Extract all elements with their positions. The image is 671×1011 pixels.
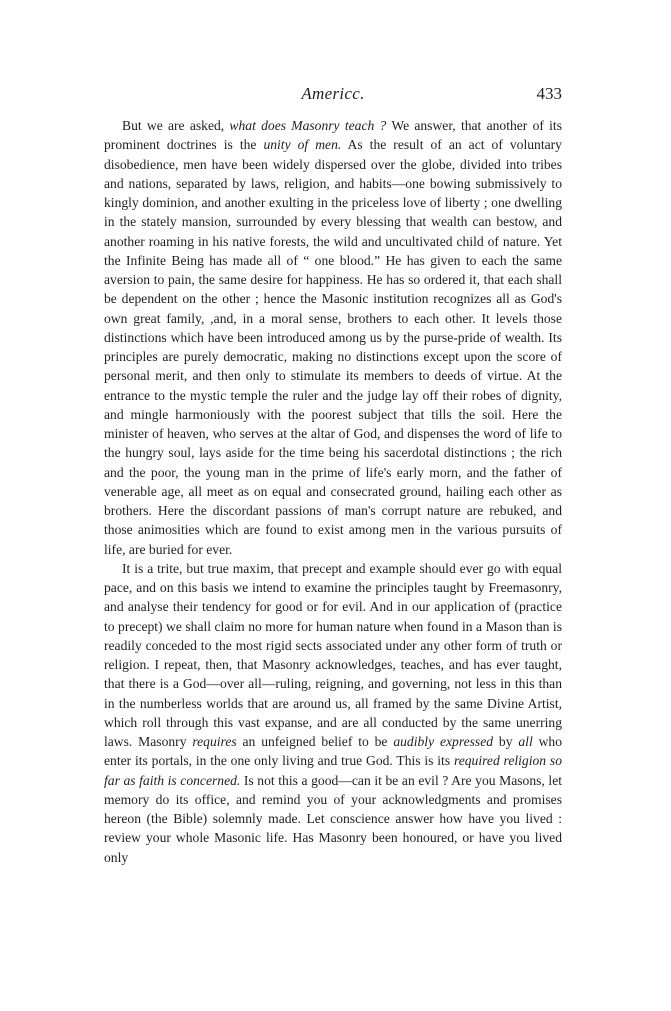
running-title: Americc. [301, 84, 365, 103]
text-run: an unfeigned belief to be [236, 734, 394, 749]
italic-run: what does Masonry teach ? [229, 118, 387, 133]
text-run: It is a trite, but true maxim, that precept and example should ever go with equal pace, and on this basis we intend to examine the principles taught by Freemasonry, and analyse their tendency for good or for evil. And in our application of (practice to precept) we shall claim no more for human nature when found in a Mason than is readily conceded to the most rigid sects associated under any other form of truth or religion. I repeat, then, that Masonry acknowledges, teaches, and has ever taught, that there is a God—over all—ruling, reigning, and governing, not less in this than in the numberless worlds that are around us, all framed by the same Divine Artist, which roll through this vast expanse, and are all conducted by the same unerring laws. Masonry [104, 560, 562, 749]
text-run: As the result of an act of voluntary disobedience, men have been widely dispersed over the globe, divided into tribes and nations, separated by laws, religion, and habits—one bowing submissively to kingly dominion, and another exulting in the priceless love of liberty ; one dwelling in the stately mansion, surrounded by every blessing that wealth can bestow, and another roaming in his native forests, the wild and uncultivated child of nature. Yet the Infinite Being has made all of “ one blood.” He has given to each the same aversion to pain, the same desire for happiness. He has so ordered it, that each shall be dependent on the other ; hence the Masonic institution recognizes all as God's own great family, ,and, in a moral sense, brothers to each other. It levels those distinctions which have been introduced among us by the purse-pride of wealth. Its principles are purely democratic, making no distinctions except upon the score of personal merit, and then only to stimulate its members to deeds of virtue. At the entrance to the mystic temple the ruler and the judge lay off their robes of dignity, and mingle harmoniously with the poorest subject that tills the soil. Here the minister of heaven, who serves at the altar of God, and dispenses the word of life to the hungry soul, lays aside for the time being his sacerdotal distinctions ; the rich and the poor, the young man in the prime of life's early morn, and the father of venerable age, all meet as on equal and consecrated ground, hailing each other as brothers. Here the discordant passions of man's corrupt nature are rebuked, and those animosities which are found to exist among men in the various pursuits of life, are buried for ever. [104, 137, 562, 557]
text-run: by [493, 734, 519, 749]
text-run: who enter its portals, in the one only living and true God. This is its [104, 734, 562, 769]
paragraph-2 [104, 559, 562, 867]
text-run: We answer, that another of its prominent doctrines is the [104, 118, 562, 153]
italic-run: audibly expressed [393, 734, 494, 749]
italic-run: required religion so far as faith is concerned. [104, 753, 563, 788]
italic-run: all [518, 734, 533, 749]
text-run: But we are asked, [122, 118, 230, 133]
text-run: Is not this a good—can it be an evil ? Are you Masons, let memory do its office, and remind you of your acknowledgments and promises hereon (the Bible) solemnly made. Let conscience answer how have you lived : review your whole Masonic life. Has Masonry been honoured, or have you lived only [104, 772, 563, 865]
page-number: 433 [536, 84, 562, 103]
italic-run: unity of men. [263, 137, 342, 153]
running-head [104, 84, 562, 106]
body-text [104, 116, 562, 867]
paragraph-1 [104, 116, 562, 559]
italic-run: requires [192, 734, 237, 749]
